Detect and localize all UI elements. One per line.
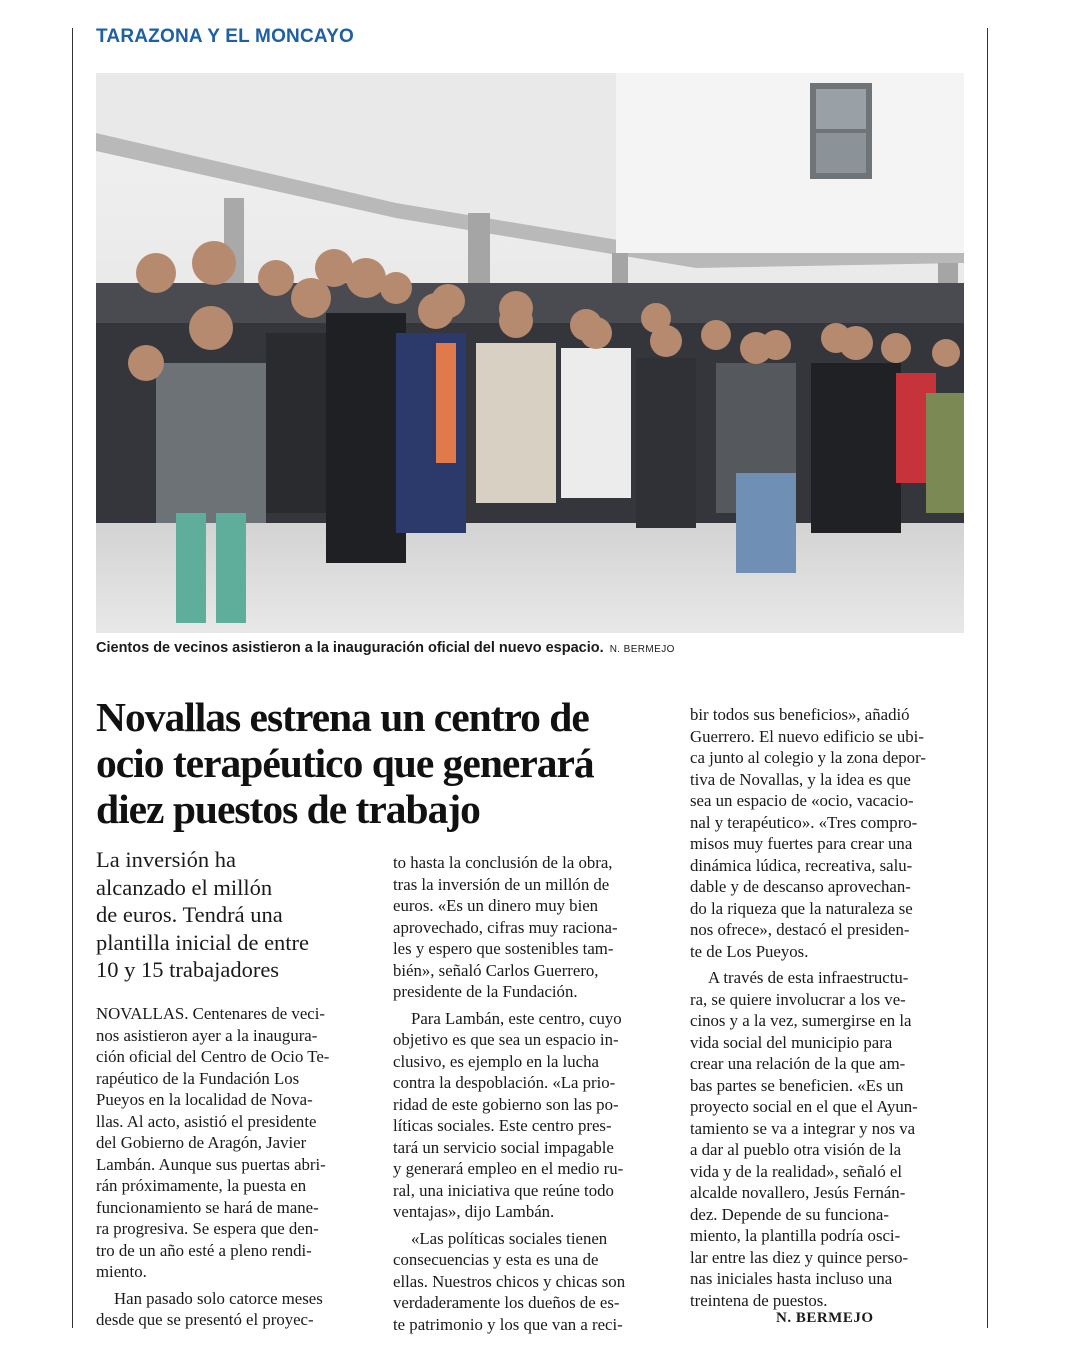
- body-line: sea un espacio de «ocio, vacacio-: [690, 791, 914, 810]
- body-line: dinámica lúdica, recreativa, salu-: [690, 855, 913, 875]
- body-line: tamiento se va a integrar y nos va: [690, 1118, 916, 1138]
- body-line: do la riqueza que la naturaleza se: [690, 898, 913, 918]
- body-line: A través de esta infraestructu-: [708, 968, 909, 987]
- news-photo: [96, 73, 964, 633]
- body-line: y generará empleo en el medio ru-: [393, 1159, 624, 1178]
- body-line: consecuencias y esta es una de: [393, 1250, 599, 1269]
- headline: [96, 694, 676, 832]
- body-line: objetivo es que sea un espacio in-: [393, 1030, 619, 1049]
- section-label: TARAZONA Y EL MONCAYO: [96, 26, 354, 47]
- body-line: vida social del municipio para: [690, 1032, 893, 1052]
- subheadline: [96, 846, 376, 984]
- body-line: ción oficial del Centro de Ocio Te-: [96, 1047, 330, 1066]
- photo-caption: [96, 640, 976, 656]
- article-column-2: [393, 852, 667, 1335]
- body-line: rán próximamente, la puesta en: [96, 1176, 307, 1195]
- body-line: tro de un año esté a pleno rendi-: [96, 1240, 312, 1260]
- article-column-1: [96, 1003, 368, 1331]
- body-line: ral, una iniciativa que reúne todo: [393, 1180, 614, 1200]
- body-line: llas. Al acto, asistió el presidente: [96, 1111, 317, 1131]
- body-line: del Gobierno de Aragón, Javier: [96, 1133, 307, 1152]
- body-line: aprovechado, cifras muy raciona-: [393, 917, 618, 937]
- caption-text: Cientos de vecinos asistieron a la inauguración oficial del nuevo espacio.: [96, 640, 604, 656]
- body-line: ventajas», dijo Lambán.: [393, 1202, 555, 1221]
- body-line: verdaderamente los dueños de es-: [393, 1293, 620, 1312]
- body-line: misos muy fuertes para crear una: [690, 834, 913, 853]
- author-signature: N. BERMEJO: [776, 1310, 874, 1326]
- body-line: ellas. Nuestros chicos y chicas son: [393, 1271, 626, 1291]
- body-line: to hasta la conclusión de la obra,: [393, 853, 613, 872]
- body-line: bién», señaló Carlos Guerrero,: [393, 960, 599, 980]
- headline-line: ocio terapéutico que generará: [96, 740, 594, 786]
- body-line: miento.: [96, 1262, 147, 1281]
- body-line: lar entre las diez y quince perso-: [690, 1247, 909, 1267]
- body-line: te patrimonio y los que van a reci-: [393, 1314, 623, 1334]
- column-rule-right: [987, 28, 988, 1328]
- deck-line: alcanzado el millón: [96, 874, 273, 900]
- body-line: a dar al pueblo otra visión de la: [690, 1140, 902, 1159]
- deck-line: plantilla inicial de entre: [96, 929, 310, 955]
- deck-line: La inversión ha: [96, 847, 236, 872]
- body-line: contra la despoblación. «La prio-: [393, 1073, 616, 1092]
- headline-line: diez puestos de trabajo: [96, 786, 480, 832]
- body-line: vida y de la realidad», señaló el: [690, 1161, 903, 1181]
- photo-credit: N. BERMEJO: [609, 644, 675, 655]
- body-line: te de Los Pueyos.: [690, 941, 809, 961]
- body-line: cinos y a la vez, sumergirse en la: [690, 1011, 912, 1030]
- body-line: ra progresiva. Se espera que den-: [96, 1219, 319, 1238]
- body-line: proyecto social en el que el Ayun-: [690, 1097, 918, 1116]
- body-line: euros. «Es un dinero muy bien: [393, 896, 599, 915]
- body-line: dable y de descanso aprovechan-: [690, 877, 911, 896]
- body-line: Lambán. Aunque sus puertas abri-: [96, 1154, 326, 1174]
- body-line: les y espero que sostenibles tam-: [393, 939, 614, 958]
- body-line: crear una relación de la que am-: [690, 1054, 906, 1073]
- body-line: tiva de Novallas, y la idea es que: [690, 769, 911, 789]
- body-line: nal y terapéutico». «Tres compro-: [690, 812, 918, 832]
- body-line: presidente de la Fundación.: [393, 982, 578, 1001]
- deck-line: de euros. Tendrá una: [96, 902, 283, 927]
- body-line: tará un servicio social impagable: [393, 1137, 614, 1157]
- body-line: ridad de este gobierno son las po-: [393, 1094, 619, 1114]
- body-line: funcionamiento se hará de mane-: [96, 1197, 319, 1217]
- crowd-photo-illustration: [96, 73, 964, 633]
- body-line: clusivo, es ejemplo en la lucha: [393, 1051, 599, 1071]
- body-line: ca junto al colegio y la zona depor-: [690, 748, 926, 767]
- body-line: líticas sociales. Este centro pres-: [393, 1116, 612, 1135]
- body-line: alcalde novallero, Jesús Fernán-: [690, 1183, 906, 1202]
- body-line: nos ofrece», destacó el presiden-: [690, 920, 910, 939]
- body-line: Han pasado solo catorce meses: [114, 1288, 323, 1308]
- body-line: tras la inversión de un millón de: [393, 874, 610, 894]
- body-line: dez. Depende de su funciona-: [690, 1204, 889, 1224]
- body-line: bir todos sus beneficios», añadió: [690, 705, 910, 724]
- body-line: treintena de puestos.: [690, 1290, 828, 1310]
- deck-line: 10 y 15 trabajadores: [96, 957, 280, 982]
- body-line: desde que se presentó el proyec-: [96, 1310, 314, 1329]
- body-line: rapéutico de la Fundación Los: [96, 1068, 300, 1088]
- body-line: Pueyos en la localidad de Nova-: [96, 1090, 313, 1109]
- body-line: Guerrero. El nuevo edificio se ubi-: [690, 726, 924, 746]
- body-line: bas partes se beneficien. «Es un: [690, 1075, 904, 1095]
- body-line: miento, la plantilla podría osci-: [690, 1226, 901, 1245]
- article-column-3: [690, 704, 965, 1311]
- column-rule-left: [72, 28, 73, 1328]
- headline-line: Novallas estrena un centro de: [96, 694, 589, 740]
- body-line: ra, se quiere involucrar a los ve-: [690, 989, 906, 1009]
- body-line: Para Lambán, este centro, cuyo: [411, 1008, 622, 1028]
- body-line: «Las políticas sociales tienen: [411, 1228, 608, 1248]
- body-line: nas iniciales hasta incluso una: [690, 1269, 893, 1288]
- body-line: NOVALLAS. Centenares de veci-: [96, 1004, 325, 1023]
- body-line: nos asistieron ayer a la inaugura-: [96, 1025, 318, 1045]
